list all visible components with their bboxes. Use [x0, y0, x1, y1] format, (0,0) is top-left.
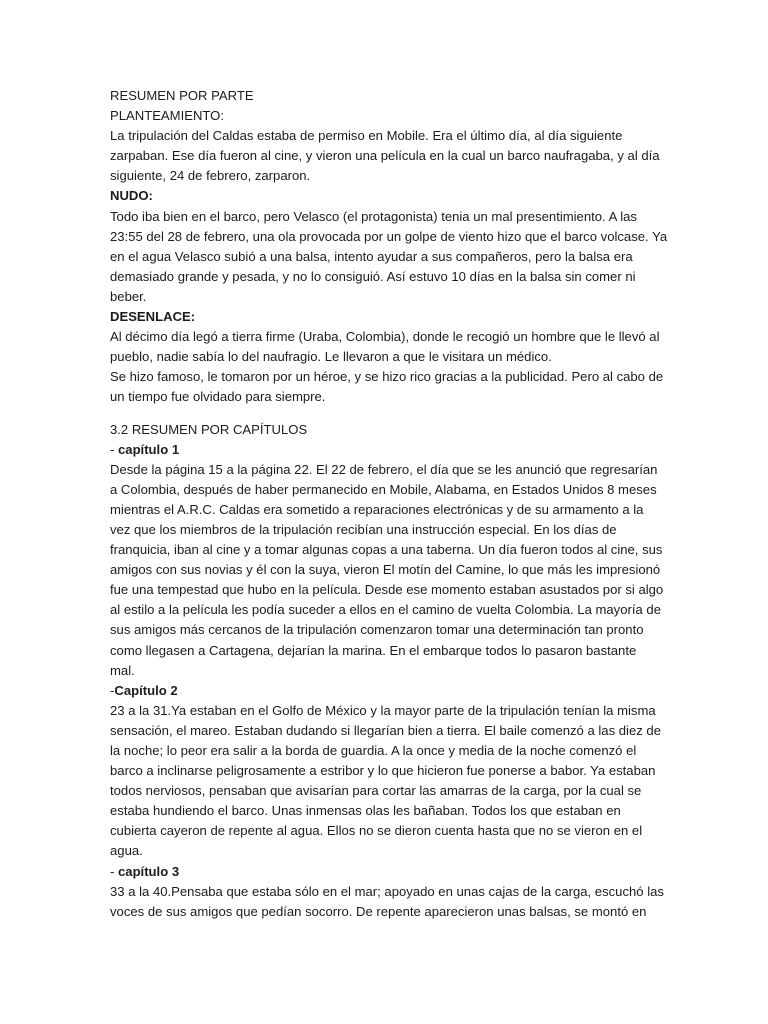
section-gap	[110, 408, 660, 420]
text-line: pueblo, nadie sabía lo del naufragio. Le llevaron a que le visitara un médico.	[110, 349, 552, 365]
text-line: beber.	[110, 288, 147, 304]
planteamiento-paragraph	[110, 126, 660, 186]
text-line: La tripulación del Caldas estaba de permiso en Mobile. Era el último día, al día siguiente	[110, 128, 623, 144]
chapter-2-paragraph	[110, 701, 660, 862]
chapter-prefix: -	[110, 682, 115, 698]
text-line: mientras el A.R.C. Caldas era sometido a reparaciones electrónicas y de su armamento a la	[110, 501, 644, 517]
text-line: voces de sus amigos que pedían socorro. De repente aparecieron unas balsas, se montó en	[110, 903, 647, 919]
text-line: sensación, el mareo. Estaban dudando si llegarían bien a tierra. El baile comenzó a las diez de	[110, 722, 661, 738]
text-line: siguiente, 24 de febrero, zarparon.	[110, 168, 311, 184]
chapter-2-heading	[110, 681, 660, 701]
text-line: franquicia, iban al cine y a tomar algunas copas a una taberna. Un día fueron todos al cine, sus	[110, 542, 663, 558]
text-line: fue una tempestad que hubo en la película. Desde ese momento estaban asustados por si algo	[110, 582, 664, 598]
text-line: 23 a la 31.Ya estaban en el Golfo de México y la mayor parte de la tripulación tenían la misma	[110, 702, 656, 718]
text-line: sus amigos más cercanos de la tripulación comenzaron tomar una determinación tan pronto	[110, 622, 644, 638]
text-line: todos nerviosos, pensaban que avisarían para cortar las amarras de la carga, por la cual se	[110, 783, 642, 799]
section-heading: RESUMEN POR PARTE	[110, 88, 254, 103]
text-line: Se hizo famoso, le tomaron por un héroe, y se hizo rico gracias a la publicidad. Pero al cabo de	[110, 369, 664, 385]
desenlace-label: DESENLACE:	[110, 309, 196, 325]
text-line: en el agua Velasco subió a una balsa, intento ayudar a sus compañeros, pero la balsa era	[110, 248, 633, 264]
text-line: la noche; lo peor era salir a la borda de guardia. A la once y media de la noche comenzó el	[110, 743, 637, 758]
text-line: demasiado grande y pesada, y no lo consiguió. Así estuvo 10 días en la balsa sin comer ni	[110, 268, 636, 284]
planteamiento-label: PLANTEAMIENTO:	[110, 108, 224, 124]
chapter-3-paragraph	[110, 882, 664, 922]
text-line: a Colombia, después de haber permanecido en Mobile, Alabama, en Estados Unidos 8 meses	[110, 481, 657, 497]
text-line: 33 a la 40.Pensaba que estaba sólo en el mar; apoyado en unas cajas de la carga, escuchó las	[110, 883, 664, 899]
document-page	[110, 86, 668, 922]
text-line: Desde la página 15 a la página 22. El 22 de febrero, el día que se les anunció que regresarían	[110, 461, 658, 477]
text-line: 23:55 del 28 de febrero, una ola provocada por un golpe de viento hizo que el barco volcase. Ya	[110, 228, 668, 244]
chapter-1-heading	[110, 440, 660, 460]
chapter-1-paragraph	[110, 460, 664, 681]
text-line: como llegasen a Cartagena, dejarían la marina. En el embarque todos lo pasaron bastante	[110, 642, 637, 658]
text-line: Al décimo día legó a tierra firme (Uraba, Colombia), donde le recogió un hombre que le llevó al	[110, 329, 660, 345]
chapter-label: Capítulo 2	[114, 682, 178, 698]
chapter-label: capítulo 1	[118, 441, 180, 457]
text-line: mal.	[110, 662, 135, 678]
chapter-3-heading	[110, 862, 660, 882]
text-line: amigos con sus novias y él con la suya, vieron El motín del Camine, lo que más les impresionó	[110, 562, 661, 578]
desenlace-paragraph	[110, 327, 664, 407]
chapter-label: capítulo 3	[118, 863, 180, 879]
text-line: estaba hundiendo el barco. Unas inmensas olas les bañaban. Todos los que estaban en	[110, 803, 621, 819]
text-line: un tiempo fue olvidado para siempre.	[110, 389, 326, 405]
text-line: Todo iba bien en el barco, pero Velasco (el protagonista) tenia un mal presentimiento. A las	[110, 208, 637, 224]
section-heading: 3.2 RESUMEN POR CAPÍTULOS	[110, 421, 308, 437]
nudo-paragraph	[110, 207, 668, 307]
text-line: vez que los miembros de la tripulación recibían una instrucción especial. En los días de	[110, 521, 617, 537]
text-line: barco a inclinarse peligrosamente a estribor y lo que hicieron fue ponerse a babor. Ya estaban	[110, 763, 656, 779]
text-line: cubierta cayeron de repente al agua. Ellos no se dieron cuenta hasta que no se vieron en el	[110, 823, 643, 839]
chapter-prefix: -	[110, 441, 118, 457]
text-line: agua.	[110, 843, 143, 859]
nudo-label: NUDO:	[110, 188, 153, 204]
text-line: zarpaban. Ese día fueron al cine, y vieron una película en la cual un barco naufragaba, y al día	[110, 148, 660, 164]
chapter-prefix: -	[110, 863, 118, 879]
section-resumen-por-capitulos	[110, 420, 664, 922]
text-line: al estilo a la película les podía suceder a ellos en el camino de vuelta Colombia. La mayoría de	[110, 602, 661, 618]
section-resumen-por-parte	[110, 86, 668, 408]
